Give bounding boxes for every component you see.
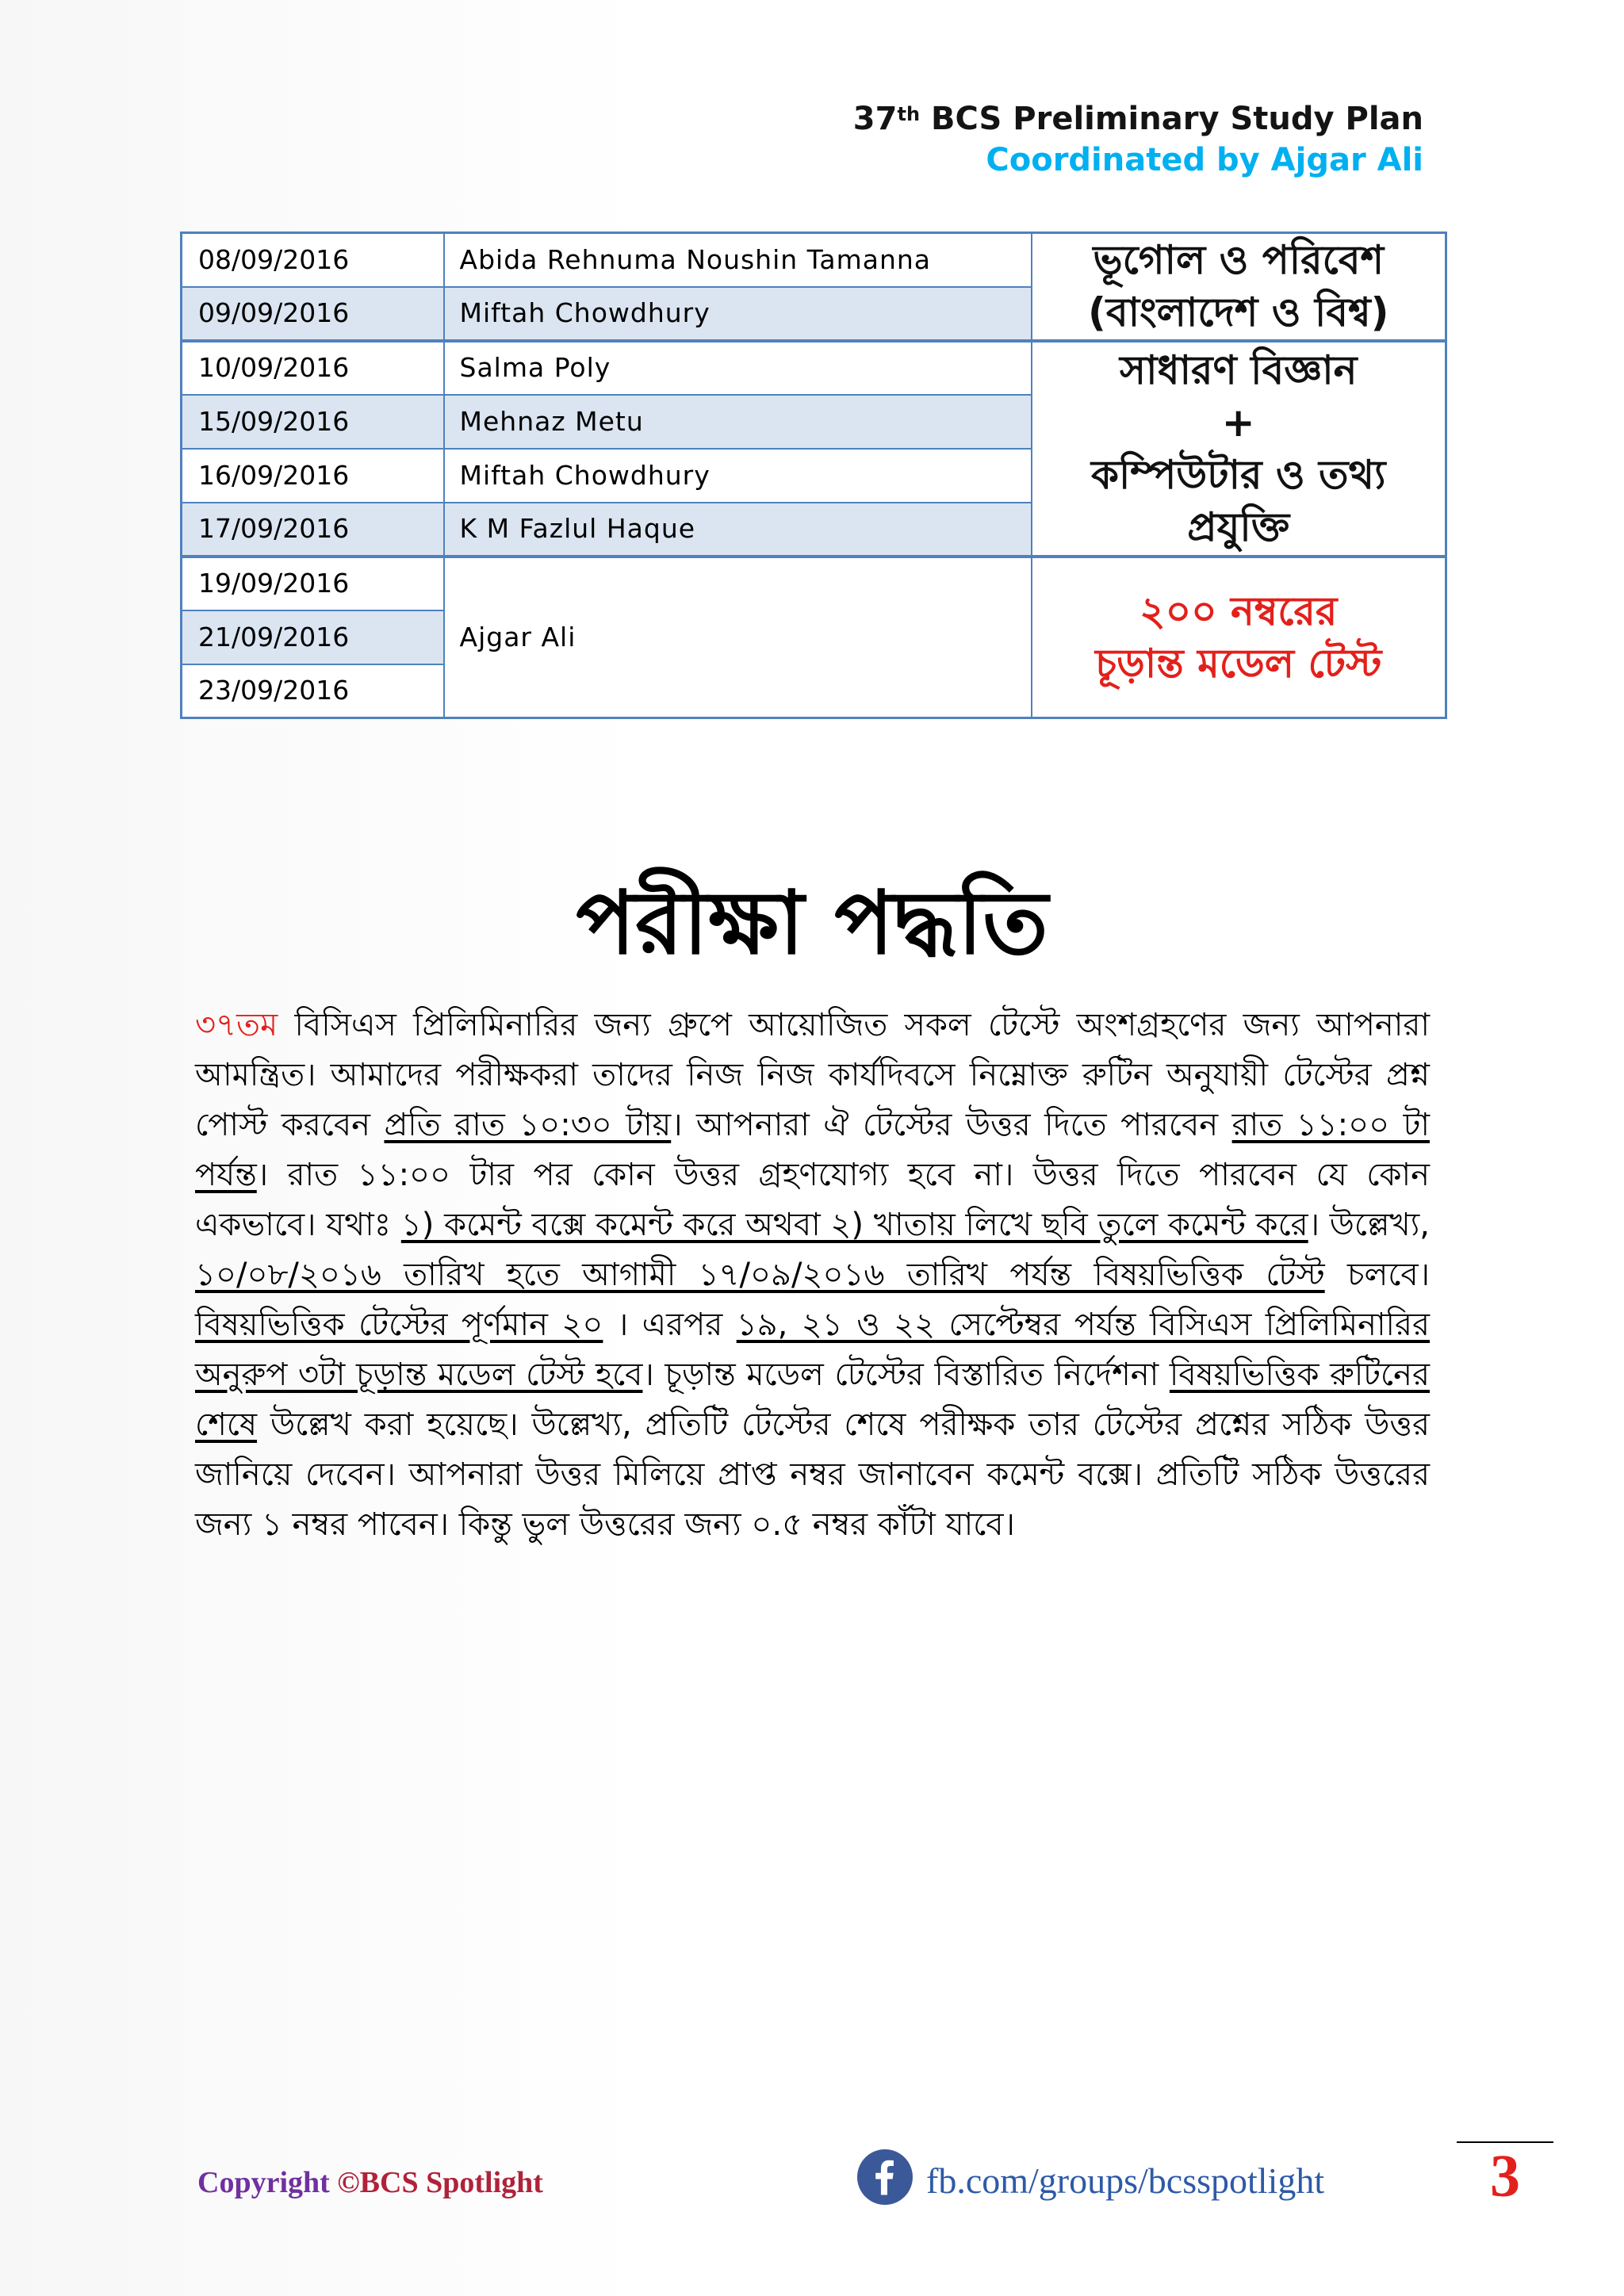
- underlined-segment: ১) কমেন্ট বক্সে কমেন্ট করে অথবা ২) খাতায় লিখে ছবি তুলে কমেন্ট করে: [400, 1207, 1308, 1243]
- facebook-group-link[interactable]: fb.com/groups/bcsspotlight: [926, 2160, 1325, 2201]
- topic-cell-geography: [1032, 233, 1446, 341]
- topic-line: (বাংলাদেশ ও বিশ্ব): [1087, 289, 1389, 336]
- date-cell: 15/09/2016: [182, 395, 444, 449]
- topic-line: কম্পিউটার ও তথ্য প্রযুক্তি: [1091, 451, 1386, 550]
- text-segment: । উল্লেখ্য,: [1308, 1207, 1430, 1243]
- text-segment: । আপনারা ঐ টেস্টের উত্তর দিতে পারবেন: [671, 1107, 1232, 1143]
- page-number: 3: [1490, 2143, 1520, 2210]
- table-row: [182, 233, 1446, 287]
- table-row: [182, 557, 1446, 610]
- text-segment: । রাত ১১:০০ টার পর কোন উত্তর গ্রহণযোগ্য হবে না। উত্তর দিতে পারবেন যে কোন একভাবে। যথাঃ: [195, 1157, 1430, 1243]
- examiner-cell-merged: Ajgar Ali: [444, 557, 1032, 718]
- topic-line: সাধারণ বিজ্ঞান: [1119, 346, 1358, 393]
- copyright-notice: [197, 2164, 543, 2202]
- topic-line: চূড়ান্ত মডেল টেস্ট: [1095, 640, 1382, 687]
- facebook-icon: [857, 2149, 913, 2205]
- date-cell: 16/09/2016: [182, 449, 444, 503]
- date-cell: 19/09/2016: [182, 557, 444, 610]
- method-paragraph: [195, 1001, 1430, 1550]
- examiner-cell: Mehnaz Metu: [444, 395, 1032, 449]
- text-segment: বিসিএস প্রিলিমিনারির জন্য গ্রুপে আয়োজিত সকল টেস্টে অংশগ্রহণের জন্য আপনারা আমন্ত্রিত। আমাদের পরীক্ষকরা তাদের নিজ নিজ কার্যদিবসে নিম্নোক্ত রুটিন অনুযায়ী টেস্টের প্রশ্ন পোস্ট করবেন: [195, 1007, 1430, 1143]
- section-title: পরীক্ষা পদ্ধতি: [576, 872, 1048, 974]
- underlined-segment: প্রতি রাত ১০:৩০ টায়: [384, 1107, 672, 1143]
- copyright-owner: ©BCS Spotlight: [337, 2166, 543, 2199]
- text-segment: চলবে।: [1324, 1257, 1430, 1293]
- batch-label: ৩৭তম: [195, 1007, 278, 1043]
- examiner-cell: Salma Poly: [444, 341, 1032, 395]
- date-cell: 21/09/2016: [182, 610, 444, 664]
- text-segment: । চূড়ান্ত মডেল টেস্টের বিস্তারিত নির্দেশনা: [642, 1357, 1170, 1393]
- text-segment: উল্লেখ করা হয়েছে। উল্লেখ্য, প্রতিটি টেস্টের শেষে পরীক্ষক তার টেস্টের প্রশ্নের সঠিক উত্তর জানিয়ে দেবেন। আপনারা উত্তর মিলিয়ে প্রাপ্ত নম্বর জানাবেন কমেন্ট বক্সে। প্রতিটি সঠিক উত্তরের জন্য ১ নম্বর পাবেন। কিন্তু ভুল উত্তরের জন্য ০.৫ নম্বর কাঁটা যাবে।: [195, 1406, 1430, 1543]
- examiner-cell: Abida Rehnuma Noushin Tamanna: [444, 233, 1032, 287]
- date-cell: 08/09/2016: [182, 233, 444, 287]
- title-ordinal-suffix: th: [897, 103, 921, 125]
- underlined-segment: ১০/০৮/২০১৬ তারিখ হতে আগামী ১৭/০৯/২০১৬ তারিখ পর্যন্ত বিষয়ভিত্তিক টেস্ট: [195, 1257, 1325, 1293]
- date-cell: 09/09/2016: [182, 287, 444, 341]
- page-header: [853, 98, 1423, 181]
- date-cell: 17/09/2016: [182, 503, 444, 557]
- date-cell: 10/09/2016: [182, 341, 444, 395]
- text-segment: । এরপর: [603, 1307, 737, 1343]
- title-rest: BCS Preliminary Study Plan: [920, 101, 1423, 137]
- coordinator-line: Coordinated by Ajgar Ali: [986, 142, 1423, 178]
- date-cell: 23/09/2016: [182, 664, 444, 718]
- underlined-segment: বিষয়ভিত্তিক রুটিনের শেষে: [195, 1357, 1431, 1443]
- underlined-segment: বিষয়ভিত্তিক টেস্টের পূর্ণমান ২০: [195, 1307, 603, 1343]
- examiner-cell: Miftah Chowdhury: [444, 287, 1032, 341]
- copyright-label: Copyright: [197, 2166, 338, 2199]
- underlined-segment: ১৯, ২১ ও ২২ সেপ্টেম্বর পর্যন্ত বিসিএস প্রিলিমিনারির অনুরুপ ৩টা চূড়ান্ত মডেল টেস্ট হবে: [195, 1307, 1430, 1393]
- examiner-cell: Miftah Chowdhury: [444, 449, 1032, 503]
- underlined-segment: রাত ১১:০০ টা পর্যন্ত: [195, 1107, 1430, 1193]
- title-number: 37: [852, 101, 898, 137]
- topic-cell-final-model-test: [1032, 557, 1446, 718]
- table-row: [182, 341, 1446, 395]
- topic-line: +: [1221, 399, 1255, 446]
- schedule-table: [180, 232, 1447, 719]
- topic-cell-science-ict: [1032, 341, 1446, 557]
- topic-line: ২০০ নম্বরের: [1139, 587, 1338, 634]
- study-plan-title: [853, 98, 1423, 140]
- examiner-cell: K M Fazlul Haque: [444, 503, 1032, 557]
- topic-line: ভূগোল ও পরিবেশ: [1093, 237, 1385, 284]
